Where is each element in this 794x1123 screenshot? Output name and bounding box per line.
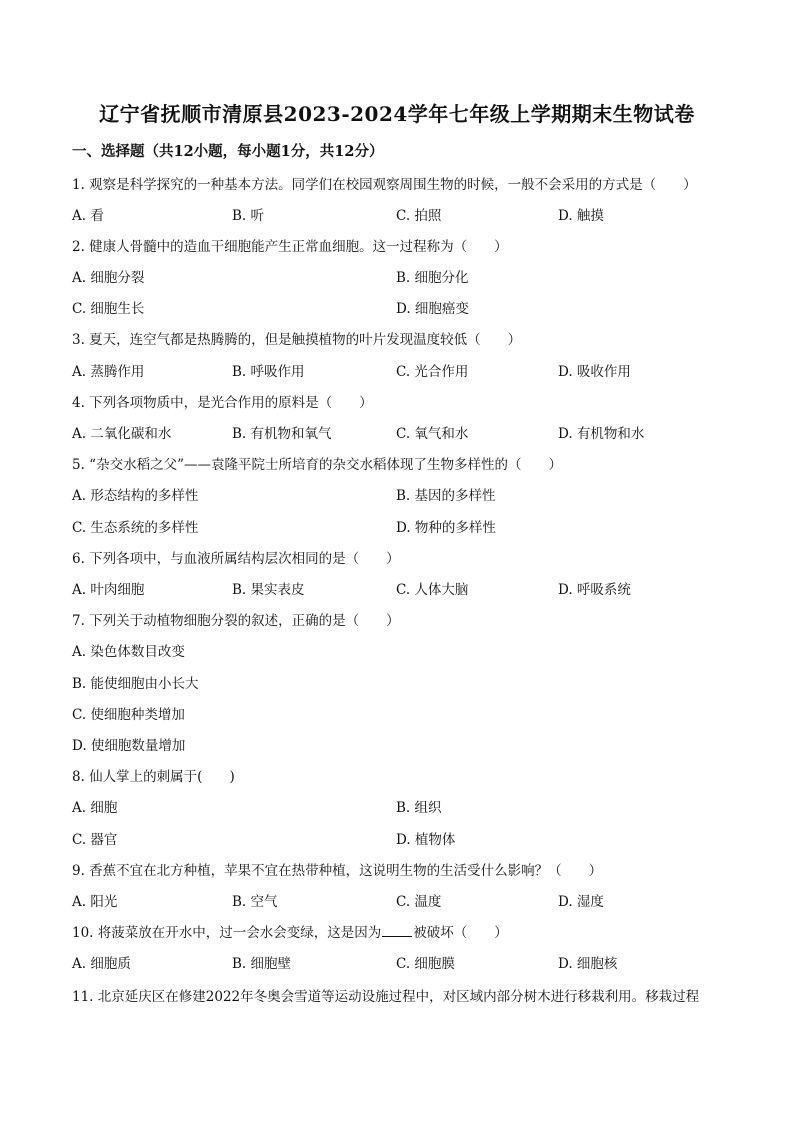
question-4-stem: 4. 下列各项物质中，是光合作用的原料是（ ） bbox=[72, 395, 373, 411]
question-5-option-d: D. 物种的多样性 bbox=[396, 520, 496, 536]
question-7-option-d: D. 使细胞数量增加 bbox=[72, 738, 186, 754]
question-9-option-d: D. 湿度 bbox=[558, 894, 604, 910]
question-3-option-b: B. 呼吸作用 bbox=[232, 364, 305, 380]
question-2-option-c: C. 细胞生长 bbox=[72, 301, 145, 317]
question-2-option-b: B. 细胞分化 bbox=[396, 270, 469, 286]
question-8-option-b: B. 组织 bbox=[396, 800, 442, 816]
question-4-option-d: D. 有机物和水 bbox=[558, 426, 645, 442]
question-10-option-c: C. 细胞膜 bbox=[396, 956, 455, 972]
question-3-option-a: A. 蒸腾作用 bbox=[72, 364, 145, 380]
question-4-option-c: C. 氧气和水 bbox=[396, 426, 469, 442]
question-10-stem bbox=[72, 921, 508, 941]
question-7-stem: 7. 下列关于动植物细胞分裂的叙述，正确的是（ ） bbox=[72, 613, 400, 629]
question-6-stem: 6. 下列各项中，与血液所属结构层次相同的是（ ） bbox=[72, 551, 400, 567]
question-7-option-b: B. 能使细胞由小长大 bbox=[72, 676, 199, 692]
question-10-option-b: B. 细胞壁 bbox=[232, 956, 292, 972]
question-9-option-c: C. 温度 bbox=[396, 894, 442, 910]
question-1-option-c: C. 拍照 bbox=[396, 208, 442, 224]
question-8-option-c: C. 器官 bbox=[72, 832, 118, 848]
section-heading: 一、选择题（共12小题，每小题1分，共12分） bbox=[72, 143, 384, 160]
question-2-option-d: D. 细胞癌变 bbox=[396, 301, 469, 317]
question-8-stem: 8. 仙人掌上的刺属于( ) bbox=[72, 769, 235, 785]
question-3-option-c: C. 光合作用 bbox=[396, 364, 469, 380]
question-5-option-c: C. 生态系统的多样性 bbox=[72, 520, 199, 536]
question-5-option-b: B. 基因的多样性 bbox=[396, 488, 496, 504]
question-1-stem: 1. 观察是科学探究的一种基本方法。同学们在校园观察周围生物的时候，一般不会采用的方式是（ ） bbox=[72, 177, 697, 193]
question-8-option-d: D. 植物体 bbox=[396, 832, 456, 848]
question-10-stem-part-1: 10. 将菠菜放在开水中，过一会水会变绿，这是因为 bbox=[72, 925, 382, 941]
question-8-option-a: A. 细胞 bbox=[72, 800, 118, 816]
question-1-option-a: A. 看 bbox=[72, 208, 104, 224]
question-4-option-b: B. 有机物和氧气 bbox=[232, 426, 332, 442]
question-6-option-d: D. 呼吸系统 bbox=[558, 582, 631, 598]
answer-blank bbox=[382, 924, 412, 937]
question-3-option-d: D. 吸收作用 bbox=[558, 364, 631, 380]
question-5-stem: 5. “杂交水稻之父”——袁隆平院士所培育的杂交水稻体现了生物多样性的（ ） bbox=[72, 457, 562, 473]
question-9-option-b: B. 空气 bbox=[232, 894, 278, 910]
question-4-option-a: A. 二氧化碳和水 bbox=[72, 426, 172, 442]
question-1-option-d: D. 触摸 bbox=[558, 208, 604, 224]
question-10-stem-part-2: 被破坏（ ） bbox=[413, 925, 508, 941]
question-7-option-a: A. 染色体数目改变 bbox=[72, 644, 185, 660]
question-5-option-a: A. 形态结构的多样性 bbox=[72, 488, 199, 504]
question-10-option-d: D. 细胞核 bbox=[558, 956, 618, 972]
question-9-option-a: A. 阳光 bbox=[72, 894, 118, 910]
question-7-option-c: C. 使细胞种类增加 bbox=[72, 707, 185, 723]
question-6-option-a: A. 叶肉细胞 bbox=[72, 582, 145, 598]
question-3-stem: 3. 夏天，连空气都是热腾腾的，但是触摸植物的叶片发现温度较低（ ） bbox=[72, 332, 522, 348]
question-6-option-b: B. 果实表皮 bbox=[232, 582, 305, 598]
question-2-stem: 2. 健康人骨髓中的造血干细胞能产生正常血细胞。这一过程称为（ ） bbox=[72, 239, 508, 255]
question-1-option-b: B. 听 bbox=[232, 208, 265, 224]
question-10-option-a: A. 细胞质 bbox=[72, 956, 131, 972]
question-2-option-a: A. 细胞分裂 bbox=[72, 270, 145, 286]
question-11-stem: 11. 北京延庆区在修建2022年冬奥会雪道等运动设施过程中，对区域内部分树木进行移栽利用。移栽过程 bbox=[72, 989, 700, 1005]
question-6-option-c: C. 人体大脑 bbox=[396, 582, 469, 598]
exam-title: 辽宁省抚顺市清原县2023-2024学年七年级上学期期末生物试卷 bbox=[99, 102, 695, 126]
question-9-stem: 9. 香蕉不宜在北方种植，苹果不宜在热带种植，这说明生物的生活受什么影响？（ ） bbox=[72, 863, 603, 879]
